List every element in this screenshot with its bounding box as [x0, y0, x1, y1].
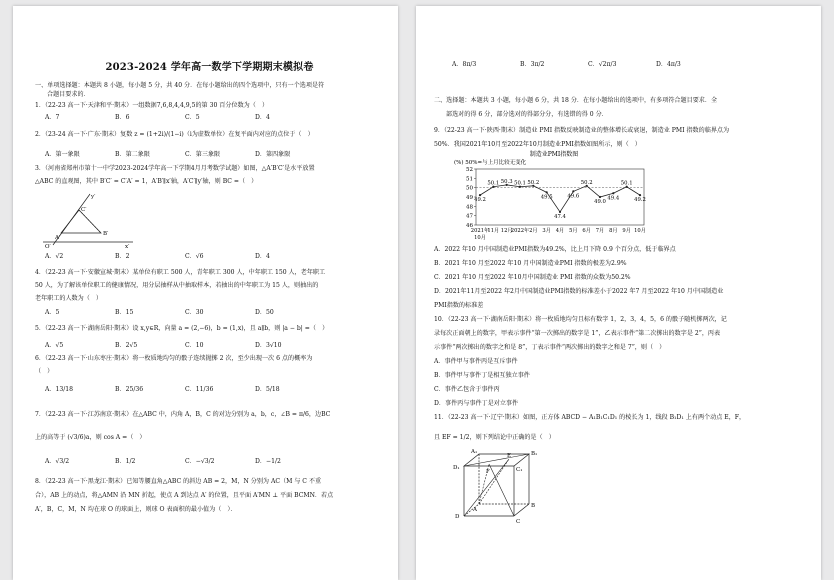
q6-options	[45, 386, 325, 394]
data-point-9	[599, 196, 601, 198]
q1-options	[45, 114, 325, 122]
data-label-4: 50.2	[527, 179, 540, 186]
q11-cube-figure	[449, 446, 539, 526]
data-label-11: 50.1	[620, 180, 633, 187]
x-tick-label-10: 8月	[609, 228, 618, 234]
cube-label-b: B	[531, 503, 536, 509]
section1-line1: 一、单项选择题：本题共 8 小题，每小题 5 分，共 40 分．在每小题给出的四个选项中，只有一个选项是符	[35, 82, 325, 89]
y-tick-label-4: 50	[466, 185, 473, 192]
cube-diagonal-b1d1	[464, 454, 529, 466]
q8-line3: A′，B，C，M，N 均在球 O 的球面上，则球 O 表面积的最小值为（ ）．	[35, 506, 237, 513]
q10-line2: 录每次正面朝上的数字，甲表示事件“第一次掷出的数字是 1”，乙表示事件“第二次掷出的数字是 2”，丙表	[434, 330, 721, 337]
pmi-chart	[454, 149, 654, 244]
cube-label-f: F	[486, 469, 490, 475]
x-tick-label-11: 9月	[622, 228, 631, 234]
q9-line1: 9．（22-23 高一下·陕西·期末）制造业 PMI 指数反映制造业的整体增长或衰退，制造业 PMI 指数的临界点为	[434, 127, 730, 134]
q4-line1: 4．（22-23 高一下·安徽宣城·期末）某单位有职工 500 人，青年职工 300 人，中年职工 150 人，老年职工	[35, 269, 326, 276]
q4-option-b[interactable]: B．15	[115, 309, 134, 316]
data-point-6	[559, 211, 561, 213]
q4-options	[45, 309, 325, 317]
cube-label-d: D	[455, 514, 460, 520]
data-label-10: 49.4	[607, 195, 620, 202]
x-tick-label-1: 11月	[487, 228, 500, 234]
cube-label-d1: D₁	[453, 465, 460, 471]
q3-triangle	[61, 210, 101, 233]
q6-line1: 6．（22-23 高一下·山东枣庄·期末）将一枚质地均匀的骰子连续抛掷 2 次，至少出现一次 6 点的概率为	[35, 355, 313, 362]
q7-options	[45, 458, 325, 466]
data-label-6: 47.4	[554, 213, 566, 220]
q7-line1: 7．（22-23 高一下·江苏南京·期末）在△ABC 中，内角 A，B，C 的对边分别为 a，b，c，∠B = π/6，边BC	[35, 411, 331, 418]
data-label-2: 50.3	[500, 178, 513, 185]
q10-option-a[interactable]: A．事件甲与事件丙是互斥事件	[434, 358, 518, 365]
q2-options	[45, 151, 325, 159]
q8-option-d[interactable]: D．4π/3	[656, 61, 681, 68]
q10-line3: 示事件“两次掷出的数字之和是 8”，丁表示事件“两次掷出的数字之和是 7”，则（ ）	[434, 344, 666, 351]
x-tick-label-8: 6月	[582, 228, 591, 234]
q4-option-d[interactable]: D．50	[255, 309, 274, 316]
q9-option-a[interactable]: A．2022 年10 月中国制造业PMI指数为49.2%，比上月下降 0.9 个百分点，低于临界点	[434, 246, 676, 253]
data-label-12: 49.2	[634, 197, 646, 204]
q3-label-o: O′	[45, 244, 51, 250]
chart-title: 制造业PMI指数图	[529, 151, 579, 158]
q9-option-d[interactable]: D．2021年11月至2022 年2月中国制造业PMI指数的标准差小于2022 年7 月至2022 年10 月中国制造业	[434, 288, 724, 295]
y-tick-label-2: 48	[466, 204, 473, 211]
q1-option-c[interactable]: C．5	[185, 114, 200, 121]
y-tick-label-5: 51	[466, 176, 473, 183]
q4-line3: 老年职工的人数为（ ）	[35, 295, 103, 302]
q3-option-a[interactable]: A．√2	[45, 253, 64, 260]
x-tick-label-2: 12月	[500, 228, 513, 234]
q2-text: 2．（23-24 高一下·广东·期末）复数 z = (1+2i)/(1−i)（i为虚数单位）在复平面内对应的点位于（ ）	[35, 131, 314, 138]
q5-text: 5．（22-23 高一下·湖南岳阳·期末）设 x,y∈R，向量 a = (2,−6)，b = (1,x)，且 a∥b，则 |a − b| =（ ）	[35, 325, 329, 332]
q6-option-b[interactable]: B．25/36	[115, 386, 144, 393]
data-label-5: 49.5	[540, 194, 553, 201]
q3-label-x: x′	[125, 244, 130, 250]
q2-option-a[interactable]: A．第一象限	[45, 151, 80, 158]
q10-option-b[interactable]: B．事件甲与事件丁是相互独立事件	[434, 372, 530, 379]
page-left	[13, 6, 398, 580]
cube-label-e: E	[507, 453, 512, 459]
data-point-10	[612, 192, 614, 194]
q6-option-d[interactable]: D．5/18	[255, 386, 280, 393]
cube-line-cf	[489, 464, 514, 516]
q5-option-d[interactable]: D．3√10	[255, 342, 282, 349]
q4-option-a[interactable]: A．5	[45, 309, 60, 316]
x-tick-sub-label: 10月	[474, 235, 486, 241]
q7-line2: 上的高等于 (√3/6)a，则 cos A =（ ）	[35, 434, 146, 441]
q1-option-a[interactable]: A．7	[45, 114, 60, 121]
cube-label-a: A	[473, 507, 477, 513]
q3-label-c: C′	[81, 207, 87, 213]
x-tick-label-9: 7月	[595, 228, 605, 234]
q8-line1: 8．（22-23 高一下·黑龙江·期末）已知等腰直角△ABC 的斜边 AB = 2，M，N 分别为 AC（M 与 C 不重	[35, 478, 322, 485]
q8-option-a[interactable]: A．8π/3	[452, 61, 477, 68]
q3-line1: 3．（河南省郑州市第十一中学2023-2024学年高一下学期4月月考数学试题）如图，△A′B′C′是水平放置	[35, 165, 315, 172]
q7-option-d[interactable]: D．−1/2	[255, 458, 281, 465]
section2-line2: 部选对的得 6 分，部分选对的得部分分，有选错的得 0 分．	[446, 111, 608, 118]
x-tick-label-4: 2月	[529, 228, 538, 234]
q8-line2: 合），AB 上的动点，将△AMN 沿 MN 折起，使点 A 到达点 A′ 的位置，且平面 A′MN ⊥ 平面 BCMN．若点	[35, 492, 334, 499]
x-tick-label-3: 2022年	[510, 228, 530, 234]
q10-option-c[interactable]: C．事件乙包含于事件丙	[434, 386, 500, 393]
data-label-8: 50.2	[580, 179, 593, 186]
data-label-0: 49.2	[474, 197, 486, 204]
q9-option-d-cont: PMI指数的标准差	[434, 302, 484, 309]
page-title: 2023-2024 学年高一数学下学期期末模拟卷	[105, 62, 314, 73]
section2-line1: 二、选择题：本题共 3 小题，每小题 6 分，共 18 分．在每小题给出的选项中，有多项符合题目要求．全	[434, 97, 718, 104]
q8-option-b[interactable]: B．3π/2	[520, 61, 545, 68]
q4-option-c[interactable]: C．30	[185, 309, 204, 316]
q3-option-d[interactable]: D．4	[255, 253, 270, 260]
q9-option-b[interactable]: B．2021 年10 月至2022 年10 月中国制造业PMI 指数的极差为2.9%	[434, 260, 627, 267]
q3-label-b: B′	[103, 231, 109, 237]
cube-edge-cb	[514, 504, 529, 516]
cube-label-c1: C₁	[516, 467, 523, 473]
y-tick-label-6: 52	[466, 167, 473, 173]
q7-option-a[interactable]: A．√3/2	[45, 458, 70, 465]
q8-option-c[interactable]: C．√2π/3	[588, 61, 617, 68]
q6-line2: （ ）	[35, 368, 54, 375]
q7-option-c[interactable]: C．−√3/2	[185, 458, 215, 465]
q2-option-c[interactable]: C．第三象限	[185, 151, 221, 158]
x-tick-label-12: 10月	[634, 228, 646, 234]
x-tick-label-5: 3月	[542, 228, 551, 234]
chart-ylabel: (%) 50%=与上月比较无变化	[454, 160, 527, 166]
q9-option-c[interactable]: C．2021 年10 月至2022 年10月中国制造业 PMI 指数的众数为50.2%	[434, 274, 631, 281]
q5-option-a[interactable]: A．√5	[45, 342, 64, 349]
q11-line2: 且 EF = 1/2，则下列结论中正确的是（ ）	[434, 434, 555, 441]
q5-options	[45, 342, 325, 350]
q1-text: 1．（22-23 高一下·天津和平·期末）一组数据7,6,8,4,4,9,5的第 30 百分位数为（ ）	[35, 102, 269, 109]
q3-options	[45, 253, 325, 261]
section1-line2: 合题目要求的．	[47, 91, 90, 98]
q3-label-y: y′	[91, 194, 96, 200]
q7-option-b[interactable]: B．1/2	[115, 458, 136, 465]
y-tick-label-0: 46	[466, 223, 473, 229]
q10-line1: 10．（22-23 高一下·湖南岳阳·期末）将一枚质地均匀且标有数字 1，2，3，4，5，6 的骰子随机掷两次，记	[434, 316, 727, 323]
y-tick-label-1: 47	[466, 213, 473, 220]
x-tick-label-0: 2021年	[470, 228, 490, 234]
x-tick-label-6: 4月	[555, 228, 565, 234]
data-point-12	[639, 194, 641, 196]
data-label-9: 49.0	[594, 199, 606, 205]
q11-line1: 11．（22-23 高一下·辽宁·期末）如图，正方体 ABCD − A₁B₁C₁D₁ 的棱长为 1，线段 B₁D₁ 上有两个动点 E，F，	[434, 414, 746, 421]
y-tick-label-3: 49	[466, 195, 473, 201]
q9-line2: 50%．我国2021年10月至2022年10月制造业PMI指数如图所示，则（ ）	[434, 141, 641, 148]
chart-marks	[466, 167, 646, 241]
q8-options	[452, 61, 724, 69]
q5-option-c[interactable]: C．10	[185, 342, 204, 349]
q3-figure	[35, 190, 135, 250]
q10-option-d[interactable]: D．事件丙与事件丁是对立事件	[434, 400, 519, 407]
q2-option-b[interactable]: B．第二象限	[115, 151, 150, 158]
q3-option-c[interactable]: C．√6	[185, 253, 204, 260]
q3-label-a: A′	[55, 235, 61, 241]
q3-line2: △ABC 的直观图，其中 B′C′ = C′A′ = 1，A′B′∥x′轴，A′C′∥y′轴，则 BC =（ ）	[35, 178, 258, 185]
q6-option-c[interactable]: C．11/36	[185, 386, 214, 393]
q1-option-b[interactable]: B．6	[115, 114, 130, 121]
q5-option-b[interactable]: B．2√5	[115, 342, 138, 349]
q6-option-a[interactable]: A．13/18	[45, 386, 74, 393]
data-label-7: 49.6	[567, 193, 580, 200]
data-label-3: 50.1	[514, 180, 526, 187]
data-point-7	[572, 190, 574, 192]
cube-line-de	[464, 459, 509, 516]
cube-label-a1: A₁	[471, 449, 478, 455]
q2-option-d[interactable]: D．第四象限	[255, 151, 291, 158]
cube-label-b1: B₁	[531, 451, 538, 457]
data-point-0	[479, 194, 481, 196]
page-right	[416, 6, 821, 580]
data-label-1: 50.1	[487, 180, 500, 187]
data-point-5	[546, 191, 548, 193]
x-tick-label-7: 5月	[569, 228, 578, 234]
q1-option-d[interactable]: D．4	[255, 114, 270, 121]
q3-option-b[interactable]: B．2	[115, 253, 130, 260]
q4-line2: 50 人，为了解该单位职工的健康情况，用分层抽样从中抽取样本，若抽出的中年职工为 15 人，则抽出的	[35, 282, 319, 289]
cube-label-c: C	[516, 519, 521, 525]
